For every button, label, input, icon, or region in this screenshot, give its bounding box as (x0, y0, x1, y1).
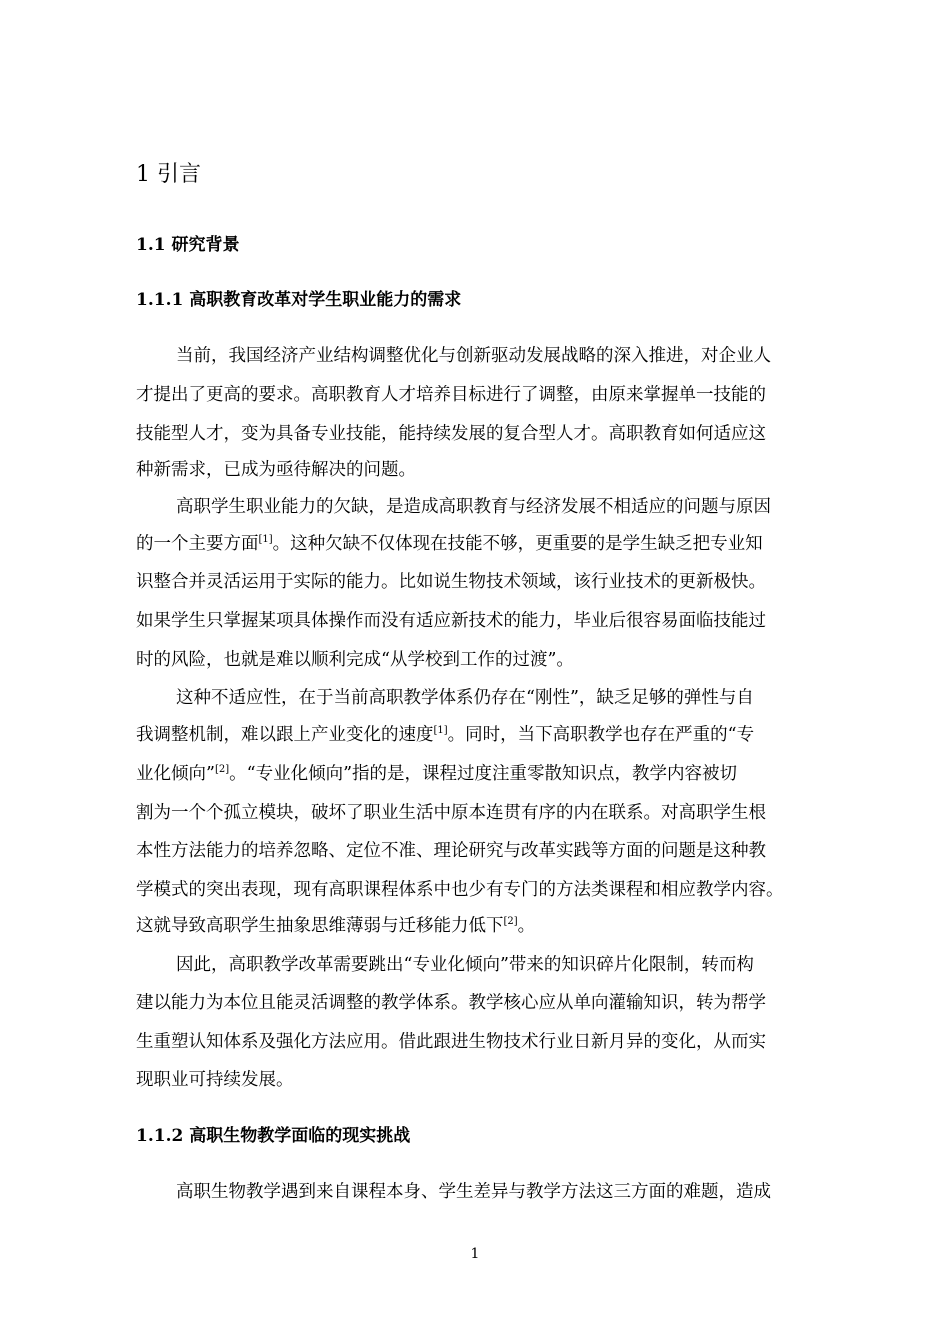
paragraph-line: 现职业可持续发展。 (136, 1070, 294, 1090)
paragraph-line: 建以能力为本位且能灵活调整的教学体系。教学核心应从单向灌输知识，转为帮学 (136, 993, 766, 1013)
paragraph-line: 学模式的突出表现，现有高职课程体系中也少有专门的方法类课程和相应教学内容。 (136, 880, 784, 900)
subsection-heading-1: 1.1.1 高职教育改革对学生职业能力的需求 (136, 290, 462, 310)
paragraph-line: 高职生物教学遇到来自课程本身、学生差异与教学方法这三方面的难题，造成 (176, 1182, 771, 1202)
paragraph-line: 时的风险，也就是难以顺利完成“从学校到工作的过渡”。 (136, 650, 574, 670)
paragraph-line: 如果学生只掌握某项具体操作而没有适应新技术的能力，毕业后很容易面临技能过 (136, 611, 766, 631)
paragraph-line: 当前，我国经济产业结构调整优化与创新驱动发展战略的深入推进，对企业人 (176, 346, 771, 366)
paragraph-line: 的一个主要方面[1]。这种欠缺不仅体现在技能不够，更重要的是学生缺乏把专业知 (136, 534, 763, 554)
paragraph-line: 本性方法能力的培养忽略、定位不准、理论研究与改革实践等方面的问题是这种教 (136, 841, 766, 861)
page-number: 1 (470, 1246, 480, 1262)
paragraph-line: 种新需求，已成为亟待解决的问题。 (136, 460, 416, 480)
chapter-heading: 1 引言 (136, 162, 201, 187)
citation-ref: [1] (258, 534, 273, 545)
citation-ref: [1] (433, 725, 448, 736)
paragraph-line: 这就导致高职学生抽象思维薄弱与迁移能力低下[2]。 (136, 916, 536, 936)
paragraph-line: 我调整机制，难以跟上产业变化的速度[1]。同时，当下高职教学也存在严重的“专 (136, 725, 755, 745)
citation-ref: [2] (214, 764, 230, 775)
paragraph-line: 业化倾向”[2]。“专业化倾向”指的是，课程过度注重零散知识点，教学内容被切 (136, 764, 738, 784)
paragraph-line: 因此，高职教学改革需要跳出“专业化倾向”带来的知识碎片化限制，转而构 (176, 955, 754, 975)
section-heading: 1.1 研究背景 (136, 235, 240, 255)
paragraph-line: 识整合并灵活运用于实际的能力。比如说生物技术领域，该行业技术的更新极快。 (136, 572, 766, 592)
subsection-heading-2: 1.1.2 高职生物教学面临的现实挑战 (136, 1126, 411, 1146)
paragraph-line: 高职学生职业能力的欠缺，是造成高职教育与经济发展不相适应的问题与原因 (176, 497, 771, 517)
citation-ref: [2] (503, 916, 518, 927)
paragraph-line: 才提出了更高的要求。高职教育人才培养目标进行了调整，由原来掌握单一技能的 (136, 385, 766, 405)
paragraph-line: 生重塑认知体系及强化方法应用。借此跟进生物技术行业日新月异的变化，从而实 (136, 1032, 766, 1052)
paragraph-line: 割为一个个孤立模块，破坏了职业生活中原本连贯有序的内在联系。对高职学生根 (136, 803, 766, 823)
paragraph-line: 这种不适应性，在于当前高职教学体系仍存在“刚性”，缺乏足够的弹性与自 (176, 688, 754, 708)
paragraph-line: 技能型人才，变为具备专业技能，能持续发展的复合型人才。高职教育如何适应这 (136, 424, 766, 444)
